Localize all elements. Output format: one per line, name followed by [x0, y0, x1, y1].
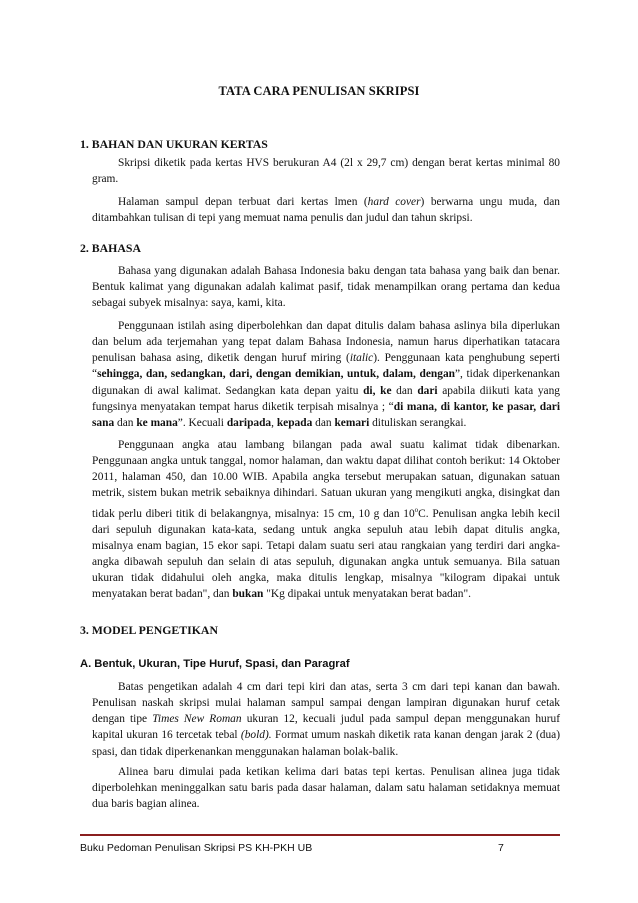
section-2-paragraph-2: Penggunaan istilah asing diperbolehkan dan dapat ditulis dalam bahasa aslinya bila diperlukan dan belum ada terjemahan yang tepat dalam Bahasa Indonesia, namun harus diperhatikan tatacara penulisan bahasa asing, diketik dengan huruf miring (italic). Penggunaan kata penghubung seperti “sehingga, dan, sedangkan, dari, dengan demikian, untuk, dalam, dengan”, tidak diperkenankan digunakan di awal kalimat. Sedangkan kata depan yaitu di, ke dan dari apabila diikuti kata yang fungsinya menyatakan tempat harus diketik terpisah misalnya ; “di mana, di kantor, ke pasar, dari sana dan ke mana”. Kecuali daripada, kepada dan kemari dituliskan serangkai. [92, 320, 560, 429]
footer-text: Buku Pedoman Penulisan Skripsi PS KH-PKH UB [80, 842, 313, 854]
section-3-paragraph-2: Alinea baru dimulai pada ketikan kelima dari batas tepi kertas. Penulisan alinea juga tidak diperbolehkan meninggalkan satu baris pada dasar halaman, dalam satu halaman setidaknya memuat dua baris bagian alinea. [92, 766, 560, 811]
document-title: TATA CARA PENULISAN SKRIPSI [218, 84, 420, 98]
section-1-heading: 1. BAHAN DAN UKURAN KERTAS [80, 137, 268, 151]
section-2-paragraph-3: Penggunaan angka atau lambang bilangan pada awal suatu kalimat tidak dibenarkan. Penggunaan angka untuk tanggal, nomor halaman, dan waktu dapat dilihat contoh berikut: 14 Oktober 2011, halaman 450, dan 10.00 WIB. Apabila angka tersebut merupakan satuan, digunakan satuan metrik, sistem bukan metrik sebaiknya dihindari. Satuan ukuran yang mengikuti angka, disingkat dan tidak perlu diberi titik di belakangnya, misalnya: 15 cm, 10 g dan 10$^o$C. Penulisan angka lebih kecil dari sepuluh digunakan kata-kata, sedang untuk angka sepuluh atau lebih dapat ditulis angka, misalnya enam bagian, 15 ekor sapi. Tetapi dalam suatu seri atau rangkaian yang terdiri dari angka-angka dibawah sepuluh dan selain di atas sepuluh, digunakan angka untuk semuanya. Bila satuan ukuran tidak didahului oleh angka, maka ditulis lengkap, misalnya "kilogram dipakai untuk menyatakan berat badan", dan bukan "Kg dipakai untuk menyatakan berat badan". [92, 439, 560, 601]
section-3-paragraph-1: Batas pengetikan adalah 4 cm dari tepi kiri dan atas, serta 3 cm dari tepi kanan dan bawah. Penulisan naskah skripsi mulai halaman sampul sampai dengan lampiran digunakan huruf cetak dengan tipe Times New Roman ukuran 12, kecuali judul pada sampul depan menggunakan huruf kapital ukuran 16 tercetak tebal (bold). Format umum naskah diketik rata kanan dengan jarak 2 (dua) spasi, dan tidak diperkenankan menggunakan halaman bolak-balik. [92, 681, 560, 758]
page-number: 7 [498, 842, 504, 854]
section-3-heading: 3. MODEL PENGETIKAN [80, 623, 218, 637]
section-1-paragraph-2: Halaman sampul depan terbuat dari kertas lmen (hard cover) berwarna ungu muda, dan ditambahkan tulisan di tepi yang memuat nama penulis dan judul dan tahun skripsi. [92, 196, 561, 225]
section-3-subheading: A. Bentuk, Ukuran, Tipe Huruf, Spasi, dan Paragraf [80, 658, 350, 670]
section-2-heading: 2. BAHASA [80, 241, 141, 255]
section-2-paragraph-1: Bahasa yang digunakan adalah Bahasa Indonesia baku dengan tata bahasa yang baik dan benar. Bentuk kalimat yang digunakan adalah kalimat pasif, tidak menampilkan orang pertama dan kedua sebagai subyek misalnya: saya, kami, kita. [92, 265, 560, 310]
section-1-paragraph-1: Skripsi diketik pada kertas HVS berukuran A4 (2l x 29,7 cm) dengan berat kertas minimal 80 gram. [92, 157, 560, 186]
footer [80, 842, 560, 854]
footer-rule [80, 834, 560, 836]
